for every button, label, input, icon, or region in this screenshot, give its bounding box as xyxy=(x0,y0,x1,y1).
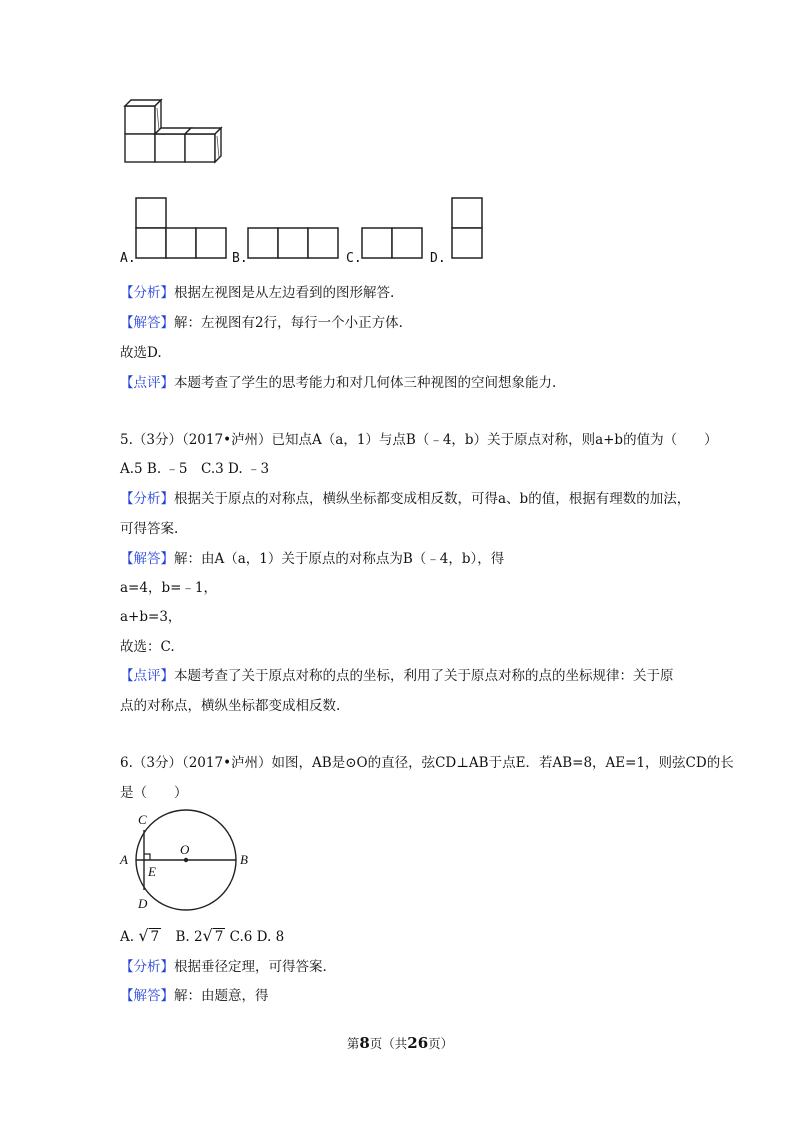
q5-step-1: a=4，b=﹣1， xyxy=(120,580,217,596)
analysis-tag: 【分析】 xyxy=(120,491,174,507)
answer-text: 解：左视图有2行，每行一个小正方体. xyxy=(174,315,403,331)
option-d-label: D. xyxy=(430,251,446,266)
q6-analysis xyxy=(120,958,327,976)
analysis-text: 根据垂径定理，可得答案. xyxy=(174,959,327,975)
sqrt-radicand: 7 xyxy=(150,929,160,945)
analysis-tag: 【分析】 xyxy=(120,285,174,301)
center-point xyxy=(184,858,188,862)
q4-answer xyxy=(120,314,403,332)
option-b-figure xyxy=(246,226,342,262)
page-footer xyxy=(0,1034,800,1052)
label-b: B xyxy=(240,852,248,867)
footer-total-pages: 26 xyxy=(407,1034,429,1052)
option-a-figure xyxy=(134,196,230,262)
comment-text: 本题考查了关于原点对称的点的坐标，利用了关于原点对称的点的坐标规律：关于原 xyxy=(174,668,674,684)
q6-options xyxy=(120,927,284,946)
footer-prefix: 第 xyxy=(346,1036,360,1051)
footer-page-number: 8 xyxy=(359,1034,370,1052)
q5-comment xyxy=(120,667,674,685)
answer-tag: 【解答】 xyxy=(120,315,174,331)
q4-analysis xyxy=(120,284,394,302)
analysis-text: 根据左视图是从左边看到的图形解答. xyxy=(174,285,395,301)
comment-tag: 【点评】 xyxy=(120,375,174,391)
sqrt-symbol: √ xyxy=(202,926,213,945)
q5-comment-cont: 点的对称点，横纵坐标都变成相反数. xyxy=(120,698,341,714)
q6-stem-cont: 是（ ） xyxy=(120,785,188,801)
option-rest: C.6 D. 8 xyxy=(225,929,285,945)
answer-tag: 【解答】 xyxy=(120,988,174,1004)
label-c: C xyxy=(138,812,147,827)
sqrt-radicand: 7 xyxy=(214,929,224,945)
answer-text: 解：由A（a，1）关于原点的对称点为B（﹣4，b），得 xyxy=(174,551,505,567)
q5-analysis-cont: 可得答案. xyxy=(120,521,179,537)
cube-solid-figure xyxy=(120,96,232,166)
label-e: E xyxy=(148,864,156,879)
q6-answer xyxy=(120,987,269,1005)
analysis-tag: 【分析】 xyxy=(120,959,174,975)
q5-options: A.5 B. ﹣5 C.3 D. ﹣3 xyxy=(120,461,270,477)
label-d: D xyxy=(138,896,148,911)
circle-diagram xyxy=(112,806,272,918)
footer-suffix: 页） xyxy=(428,1036,454,1051)
option-c-figure xyxy=(360,226,426,262)
footer-mid: 页（共 xyxy=(369,1036,408,1051)
q5-analysis xyxy=(120,490,690,508)
answer-tag: 【解答】 xyxy=(120,551,174,567)
sqrt-symbol: √ xyxy=(138,926,149,945)
analysis-text: 根据关于原点的对称点，横纵坐标都变成相反数，可得a、b的值，根据有理数的加法， xyxy=(174,491,691,507)
right-angle-mark xyxy=(144,854,150,860)
q5-stem: 5.（3分）（2017•泸州）已知点A（a，1）与点B（﹣4，b）关于原点对称，则a+b的值为（ ） xyxy=(120,432,718,448)
q4-choice: 故选D. xyxy=(120,345,162,361)
q6-stem: 6.（3分）（2017•泸州）如图，AB是⊙O的直径，弦CD⊥AB于点E．若AB=8，AE=1，则弦CD的长 xyxy=(120,755,734,771)
option-c-label: C. xyxy=(346,251,362,266)
label-a: A xyxy=(120,852,128,867)
option-b-label: B. 2 xyxy=(175,929,203,945)
option-b-label: B. xyxy=(232,251,248,266)
q4-comment xyxy=(120,374,556,392)
option-a-label: A. xyxy=(120,251,136,266)
q5-answer xyxy=(120,550,504,568)
label-o: O xyxy=(180,842,190,857)
answer-text: 解：由题意，得 xyxy=(174,988,269,1004)
option-d-figure xyxy=(450,196,486,262)
comment-tag: 【点评】 xyxy=(120,668,174,684)
comment-text: 本题考查了学生的思考能力和对几何体三种视图的空间想象能力. xyxy=(174,375,557,391)
q5-choice: 故选：C. xyxy=(120,639,175,655)
q5-step-2: a+b=3， xyxy=(120,609,182,625)
option-a-label: A. xyxy=(120,929,135,945)
